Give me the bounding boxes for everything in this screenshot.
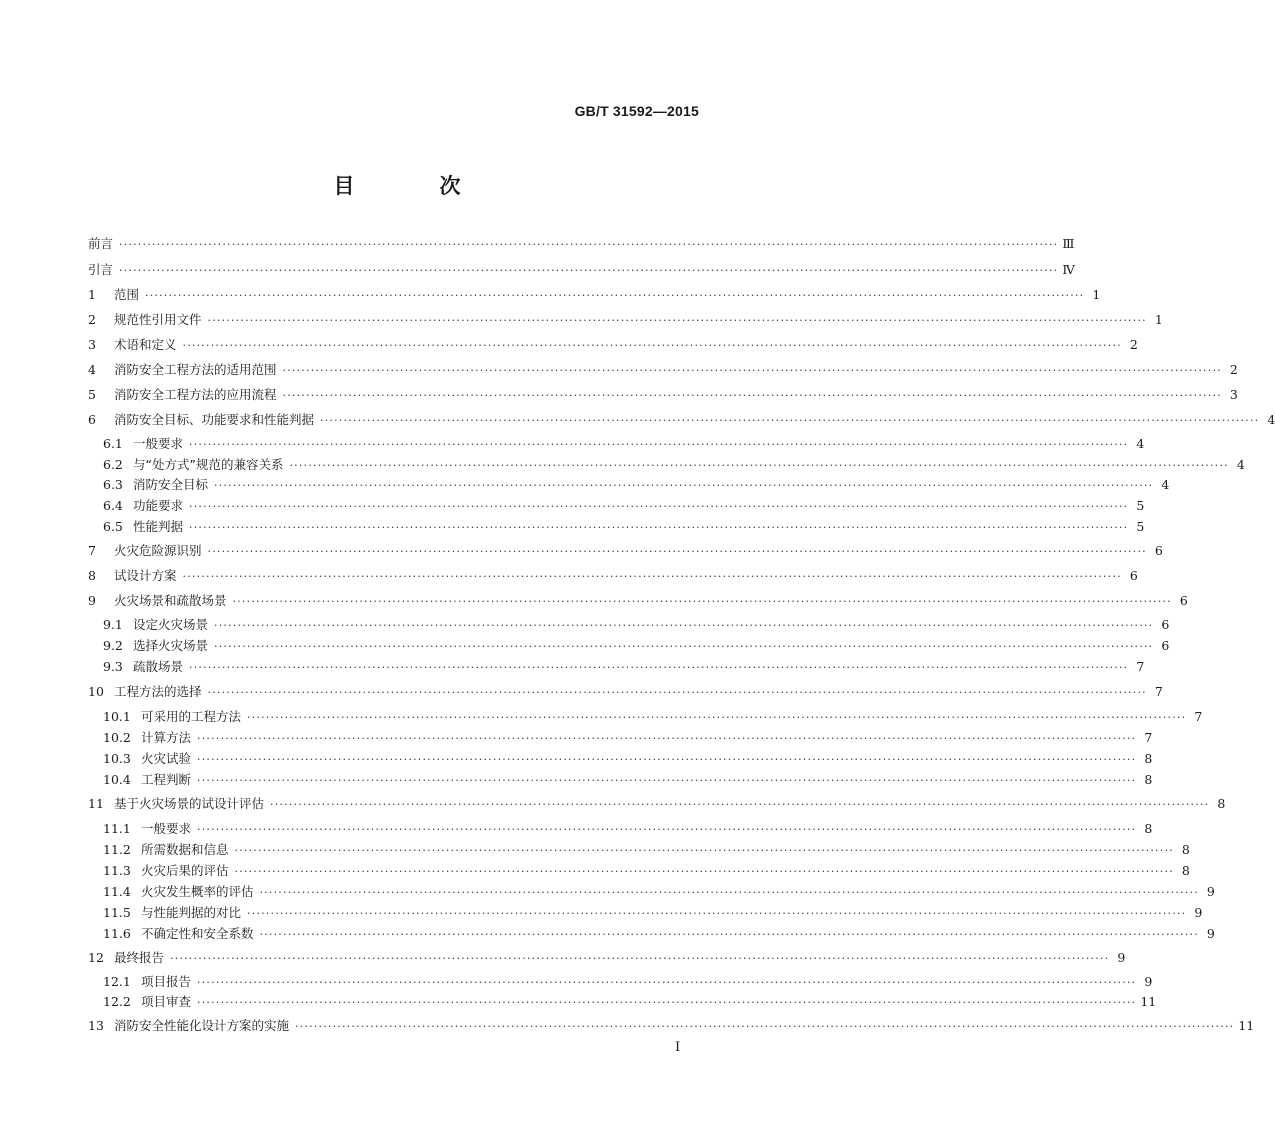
- toc-entry-page: 8: [1217, 796, 1226, 811]
- toc-entry-label: 火灾试验: [141, 751, 192, 766]
- toc-leader-dots: ········································································································································································································: [119, 264, 1059, 277]
- toc-entry-page: 6: [1161, 638, 1170, 653]
- toc-leader-dots: ········································································································································································································: [197, 996, 1137, 1009]
- toc-entry[interactable]: [103, 747, 1153, 767]
- toc-leader-dots: ········································································································································································································: [197, 774, 1137, 787]
- toc-entry-number: 10.3: [103, 751, 131, 766]
- standard-number: GB/T 31592—2015: [574, 103, 699, 119]
- toc-entry[interactable]: [88, 564, 1138, 584]
- toc-entry-number: 10.1: [103, 709, 131, 724]
- toc-entry-page: 8: [1144, 751, 1153, 766]
- page-folio: I: [675, 1040, 681, 1055]
- toc-entry-label: 范围: [114, 287, 140, 302]
- toc-entry-page: 8: [1181, 863, 1190, 878]
- toc-entry-label: 引言: [88, 262, 114, 277]
- toc-entry[interactable]: [88, 358, 1238, 378]
- toc-entry[interactable]: [103, 473, 1170, 493]
- toc-entry-label: 火灾后果的评估: [141, 863, 229, 878]
- toc-entry-page: 4: [1161, 477, 1170, 492]
- toc-leader-dots: ········································································································································································································: [182, 339, 1122, 352]
- toc-leader-dots: ········································································································································································································: [289, 459, 1229, 472]
- toc-entry-label: 一般要求: [133, 436, 184, 451]
- toc-entry-page: Ⅲ: [1062, 236, 1075, 251]
- toc-entry-number: 11.5: [103, 905, 131, 920]
- toc-entry-label: 疏散场景: [133, 659, 184, 674]
- toc-entry-label: 前言: [88, 236, 114, 251]
- toc-entry[interactable]: [88, 308, 1163, 328]
- toc-leader-dots: ········································································································································································································: [232, 595, 1172, 608]
- toc-entry-label: 选择火灾场景: [133, 638, 209, 653]
- toc-leader-dots: ········································································································································································································: [189, 661, 1129, 674]
- toc-leader-dots: ········································································································································································································: [320, 414, 1260, 427]
- toc-entry[interactable]: [103, 901, 1203, 921]
- toc-leader-dots: ········································································································································································································: [197, 823, 1137, 836]
- toc-entry[interactable]: [103, 705, 1203, 725]
- toc-entry-number: 2: [88, 312, 96, 327]
- toc-leader-dots: ········································································································································································································: [197, 753, 1137, 766]
- toc-entry-number: 9.2: [103, 638, 123, 653]
- toc-entry-page: 9: [1144, 974, 1153, 989]
- toc-entry-label: 火灾发生概率的评估: [141, 884, 254, 899]
- toc-entry-label: 术语和定义: [114, 337, 177, 352]
- toc-entry-number: 9.3: [103, 659, 123, 674]
- toc-entry-label: 所需数据和信息: [141, 842, 229, 857]
- toc-entry-label: 与“处方式”规范的兼容关系: [133, 457, 284, 472]
- toc-entry[interactable]: [88, 589, 1188, 609]
- toc-entry[interactable]: [103, 494, 1145, 514]
- toc-entry-page: 9: [1206, 884, 1215, 899]
- toc-entry[interactable]: [88, 680, 1163, 700]
- toc-leader-dots: ········································································································································································································: [189, 521, 1129, 534]
- toc-entry-label: 项目报告: [141, 974, 192, 989]
- toc-leader-dots: ········································································································································································································: [247, 711, 1187, 724]
- toc-entry-label: 最终报告: [114, 950, 165, 965]
- toc-entry-page: 9: [1194, 905, 1203, 920]
- toc-entry-page: 4: [1236, 457, 1245, 472]
- toc-entry[interactable]: [103, 990, 1157, 1010]
- toc-entry[interactable]: [88, 539, 1163, 559]
- toc-entry-number: 9: [88, 593, 96, 608]
- toc-leader-dots: ········································································································································································································: [170, 952, 1110, 965]
- toc-entry-page: 5: [1136, 519, 1145, 534]
- page-title: 目 次: [333, 174, 493, 198]
- toc-entry-number: 5: [88, 387, 96, 402]
- toc-leader-dots: ········································································································································································································: [207, 686, 1147, 699]
- toc-entry-label: 不确定性和安全系数: [141, 926, 254, 941]
- toc-entry[interactable]: [88, 283, 1101, 303]
- toc-entry-label: 规范性引用文件: [114, 312, 202, 327]
- toc-entry-label: 消防安全目标、功能要求和性能判据: [114, 412, 315, 427]
- toc-entry-number: 11: [88, 796, 104, 811]
- toc-entry[interactable]: [88, 408, 1275, 428]
- toc-leader-dots: ········································································································································································································: [189, 500, 1129, 513]
- toc-entry-page: 9: [1206, 926, 1215, 941]
- toc-entry-page: 1: [1092, 287, 1101, 302]
- toc-entry[interactable]: [88, 232, 1075, 252]
- toc-entry-label: 基于火灾场景的试设计评估: [114, 796, 265, 811]
- toc-entry[interactable]: [103, 817, 1153, 837]
- toc-entry[interactable]: [103, 613, 1170, 633]
- toc-entry-number: 4: [88, 362, 96, 377]
- toc-entry-number: 13: [88, 1018, 104, 1033]
- toc-entry-page: 2: [1129, 337, 1138, 352]
- toc-entry-number: 11.2: [103, 842, 131, 857]
- toc-entry-number: 3: [88, 337, 96, 352]
- toc-entry[interactable]: [103, 655, 1145, 675]
- toc-leader-dots: ········································································································································································································: [282, 389, 1222, 402]
- toc-entry-label: 消防安全性能化设计方案的实施: [114, 1018, 290, 1033]
- toc-entry-number: 11.4: [103, 884, 131, 899]
- toc-entry-number: 10: [88, 684, 104, 699]
- toc-entry[interactable]: [103, 634, 1170, 654]
- toc-entry-page: 4: [1267, 412, 1275, 427]
- toc-entry-label: 工程判断: [141, 772, 192, 787]
- toc-leader-dots: ········································································································································································································: [282, 364, 1222, 377]
- toc-entry[interactable]: [88, 258, 1075, 278]
- toc-entry[interactable]: [103, 515, 1145, 535]
- toc-entry-number: 7: [88, 543, 96, 558]
- toc-entry-number: 12.1: [103, 974, 131, 989]
- toc-entry-number: 11.6: [103, 926, 131, 941]
- toc-leader-dots: ········································································································································································································: [234, 844, 1174, 857]
- toc-entry[interactable]: [103, 453, 1245, 473]
- toc-entry-number: 10.4: [103, 772, 131, 787]
- toc-entry-number: 12: [88, 950, 104, 965]
- toc-entry-page: 8: [1144, 772, 1153, 787]
- toc-entry-number: 9.1: [103, 617, 123, 632]
- toc-entry-label: 功能要求: [133, 498, 184, 513]
- toc-entry[interactable]: [88, 383, 1238, 403]
- toc-entry-page: 8: [1181, 842, 1190, 857]
- toc-entry[interactable]: [103, 970, 1153, 990]
- toc-entry-number: 10.2: [103, 730, 131, 745]
- toc-leader-dots: ········································································································································································································: [207, 314, 1147, 327]
- toc-leader-dots: ········································································································································································································: [119, 238, 1059, 251]
- toc-entry-label: 火灾场景和疏散场景: [114, 593, 227, 608]
- toc-entry-label: 一般要求: [141, 821, 192, 836]
- toc-leader-dots: ········································································································································································································: [214, 640, 1154, 653]
- toc-leader-dots: ········································································································································································································: [189, 438, 1129, 451]
- toc-leader-dots: ········································································································································································································: [234, 865, 1174, 878]
- toc-entry-page: 7: [1194, 709, 1203, 724]
- toc-entry-label: 消防安全工程方法的适用范围: [114, 362, 277, 377]
- toc-entry-page: 6: [1154, 543, 1163, 558]
- toc-entry-label: 试设计方案: [114, 568, 177, 583]
- toc-leader-dots: ········································································································································································································: [182, 570, 1122, 583]
- toc-entry[interactable]: [103, 432, 1145, 452]
- toc-entry-number: 1: [88, 287, 96, 302]
- toc-entry-page: 6: [1161, 617, 1170, 632]
- toc-entry[interactable]: [103, 838, 1190, 858]
- toc-entry[interactable]: [88, 792, 1226, 812]
- toc-leader-dots: ········································································································································································································: [295, 1020, 1235, 1033]
- toc-entry-number: 11.3: [103, 863, 131, 878]
- toc-leader-dots: ········································································································································································································: [145, 289, 1085, 302]
- toc-leader-dots: ········································································································································································································: [214, 479, 1154, 492]
- toc-leader-dots: ········································································································································································································: [259, 886, 1199, 899]
- toc-entry-page: 6: [1179, 593, 1188, 608]
- toc-entry[interactable]: [103, 768, 1153, 788]
- toc-entry-label: 计算方法: [141, 730, 192, 745]
- toc-entry[interactable]: [103, 922, 1215, 942]
- toc-entry-number: 8: [88, 568, 96, 583]
- toc-entry-label: 消防安全目标: [133, 477, 209, 492]
- toc-entry-number: 6.1: [103, 436, 123, 451]
- toc-entry-page: 4: [1136, 436, 1145, 451]
- toc-entry[interactable]: [103, 726, 1153, 746]
- toc-entry-page: 7: [1136, 659, 1145, 674]
- toc-entry-page: 7: [1144, 730, 1153, 745]
- toc-entry-number: 11.1: [103, 821, 131, 836]
- toc-leader-dots: ········································································································································································································: [197, 732, 1137, 745]
- toc-entry-page: Ⅳ: [1062, 262, 1075, 277]
- toc-entry-page: 1: [1154, 312, 1163, 327]
- toc-entry-page: 2: [1229, 362, 1238, 377]
- toc-entry-label: 设定火灾场景: [133, 617, 209, 632]
- toc-entry-page: 7: [1154, 684, 1163, 699]
- toc-entry-label: 项目审查: [141, 994, 192, 1009]
- toc-entry-number: 6.5: [103, 519, 123, 534]
- toc-entry-label: 工程方法的选择: [114, 684, 202, 699]
- toc-entry-label: 性能判据: [133, 519, 184, 534]
- toc-entry[interactable]: [103, 880, 1215, 900]
- toc-entry-number: 6.4: [103, 498, 123, 513]
- toc-entry-page: 3: [1229, 387, 1238, 402]
- toc-entry-page: 9: [1117, 950, 1126, 965]
- toc-leader-dots: ········································································································································································································: [259, 928, 1199, 941]
- toc-entry-page: 5: [1136, 498, 1145, 513]
- toc-entry-page: 8: [1144, 821, 1153, 836]
- toc-entry-label: 与性能判据的对比: [141, 905, 242, 920]
- toc-entry-page: 11: [1238, 1018, 1255, 1033]
- toc-leader-dots: ········································································································································································································: [247, 907, 1187, 920]
- toc-entry[interactable]: [103, 859, 1190, 879]
- toc-entry-page: 6: [1129, 568, 1138, 583]
- toc-leader-dots: ········································································································································································································: [197, 976, 1137, 989]
- toc-leader-dots: ········································································································································································································: [270, 798, 1210, 811]
- toc-entry-label: 火灾危险源识别: [114, 543, 202, 558]
- toc-entry-label: 可采用的工程方法: [141, 709, 242, 724]
- toc-entry-number: 6.2: [103, 457, 123, 472]
- toc-leader-dots: ········································································································································································································: [207, 545, 1147, 558]
- toc-entry-number: 12.2: [103, 994, 131, 1009]
- toc-entry[interactable]: [88, 1014, 1255, 1034]
- toc-entry[interactable]: [88, 333, 1138, 353]
- toc-leader-dots: ········································································································································································································: [214, 619, 1154, 632]
- toc-entry[interactable]: [88, 946, 1126, 966]
- toc-entry-page: 11: [1140, 994, 1157, 1009]
- toc-entry-number: 6: [88, 412, 96, 427]
- toc-entry-label: 消防安全工程方法的应用流程: [114, 387, 277, 402]
- toc-entry-number: 6.3: [103, 477, 123, 492]
